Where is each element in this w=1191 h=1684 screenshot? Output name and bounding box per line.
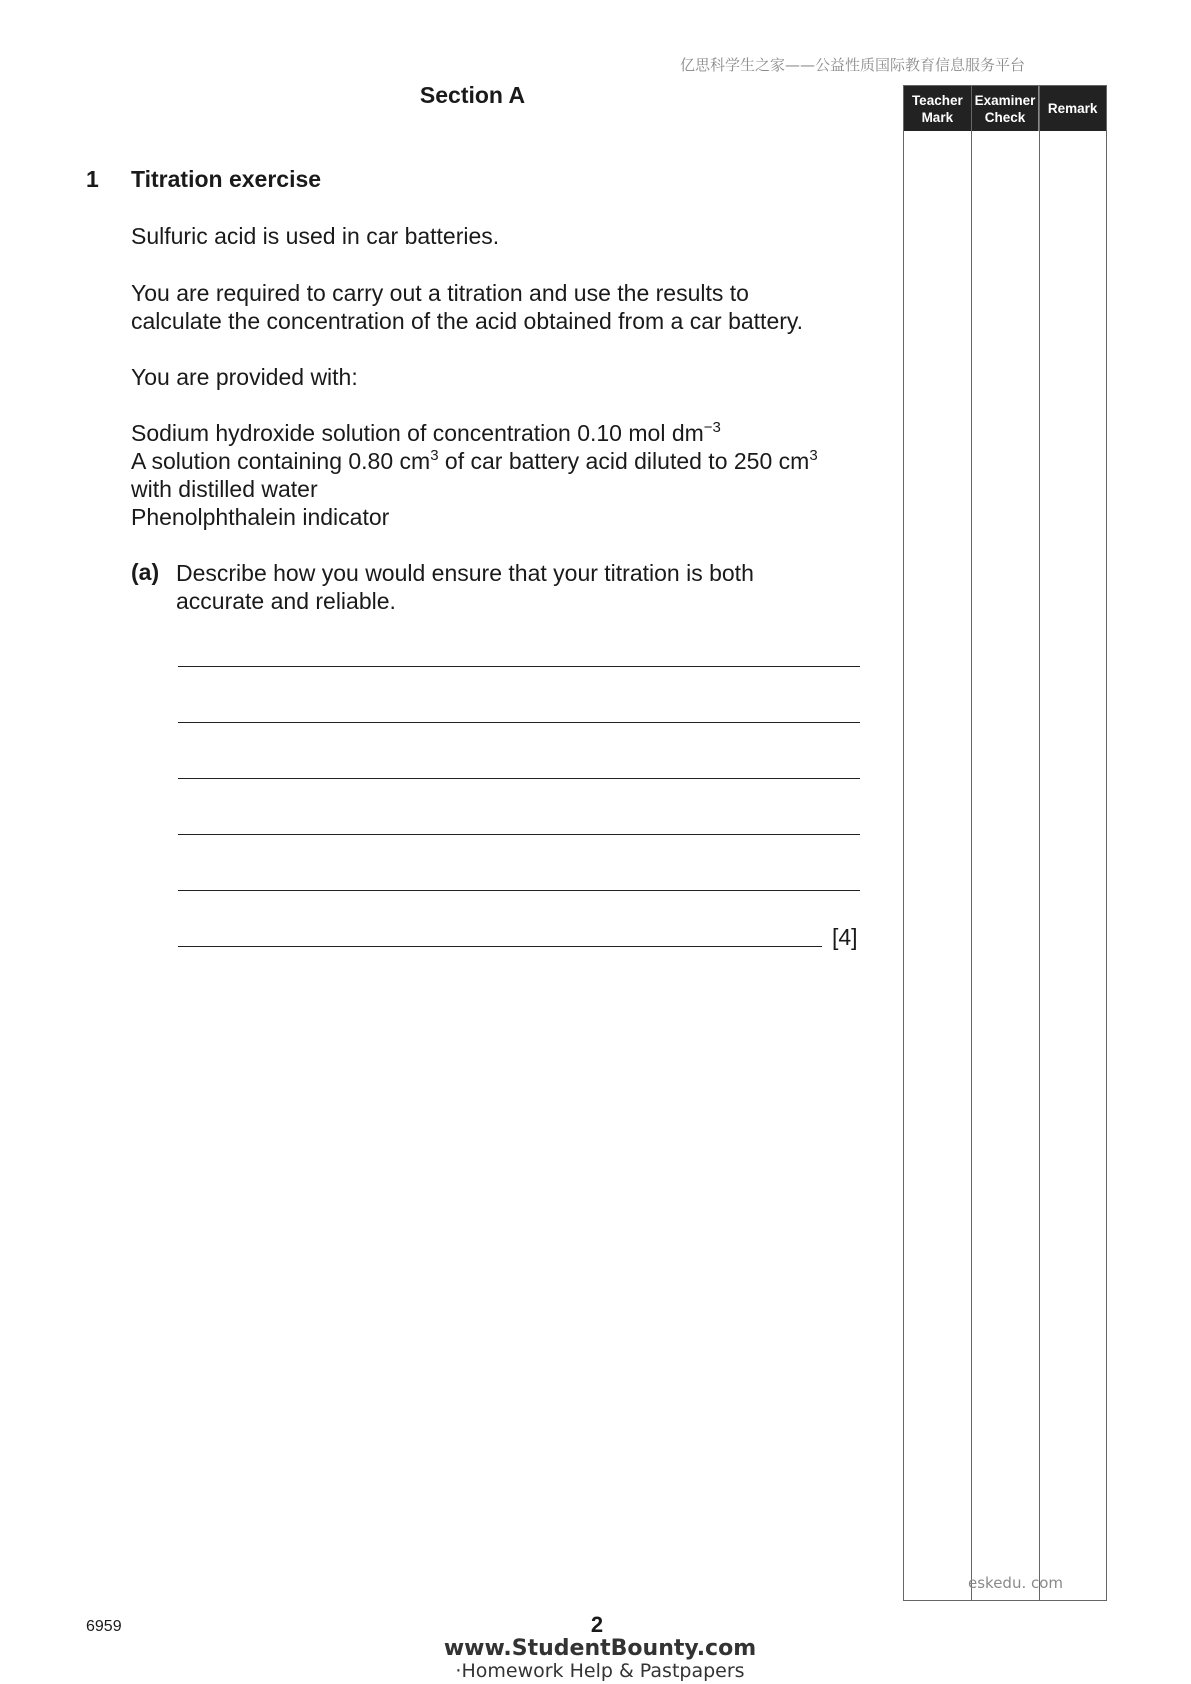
marks-allocation: [4]	[832, 924, 858, 950]
column-divider	[971, 86, 972, 1600]
answer-line[interactable]	[178, 890, 860, 891]
paper-code: 6959	[86, 1618, 122, 1635]
answer-line[interactable]	[178, 666, 860, 667]
marking-columns	[903, 85, 1107, 1601]
task-description	[131, 279, 803, 335]
answer-line[interactable]	[178, 946, 822, 947]
task-line-1: You are required to carry out a titration and use the results to	[131, 280, 749, 306]
provided-item-text: Sodium hydroxide solution of concentration 0.10 mol dm	[131, 420, 704, 446]
provided-item-acid-solution	[131, 447, 818, 475]
marking-columns-header	[904, 86, 1106, 131]
superscript: −3	[703, 419, 721, 436]
teacher-mark-header: Teacher Mark	[904, 86, 972, 131]
task-line-2: calculate the concentration of the acid obtained from a car battery.	[131, 308, 804, 334]
answer-line[interactable]	[178, 834, 860, 835]
question-intro: Sulfuric acid is used in car batteries.	[131, 223, 500, 249]
part-a-prompt	[176, 559, 754, 615]
superscript: 3	[430, 447, 439, 464]
part-a-label: (a)	[131, 559, 160, 585]
footer-site-tagline: ·Homework Help & Pastpapers	[455, 1660, 745, 1682]
provided-item-sodium-hydroxide	[131, 419, 818, 447]
provided-list	[131, 419, 818, 531]
part-a-prompt-line-2: accurate and reliable.	[176, 588, 396, 614]
watermark-bottom: eskedu. com	[968, 1574, 1064, 1592]
remark-header: Remark	[1047, 101, 1098, 116]
page-number: 2	[590, 1612, 604, 1637]
answer-line[interactable]	[178, 778, 860, 779]
question-number: 1	[86, 166, 99, 192]
provided-item-indicator: Phenolphthalein indicator	[131, 504, 390, 530]
superscript: 3	[809, 447, 818, 464]
part-a-prompt-line-1: Describe how you would ensure that your titration is both	[176, 560, 754, 586]
provided-item-text: A solution containing 0.80 cm	[131, 448, 431, 474]
column-divider	[1039, 86, 1040, 1600]
question-title: Titration exercise	[131, 166, 322, 192]
section-title: Section A	[419, 82, 526, 108]
provided-item-text: of car battery acid diluted to 250 cm	[438, 448, 810, 474]
provided-item-acid-solution-cont: with distilled water	[131, 476, 318, 502]
watermark-top: 亿思科学生之家——公益性质国际教育信息服务平台	[680, 56, 1026, 74]
footer-site-url: www.StudentBounty.com	[443, 1636, 757, 1661]
examiner-check-header: Examiner Check	[972, 86, 1040, 131]
provided-heading: You are provided with:	[131, 364, 358, 390]
answer-line[interactable]	[178, 722, 860, 723]
